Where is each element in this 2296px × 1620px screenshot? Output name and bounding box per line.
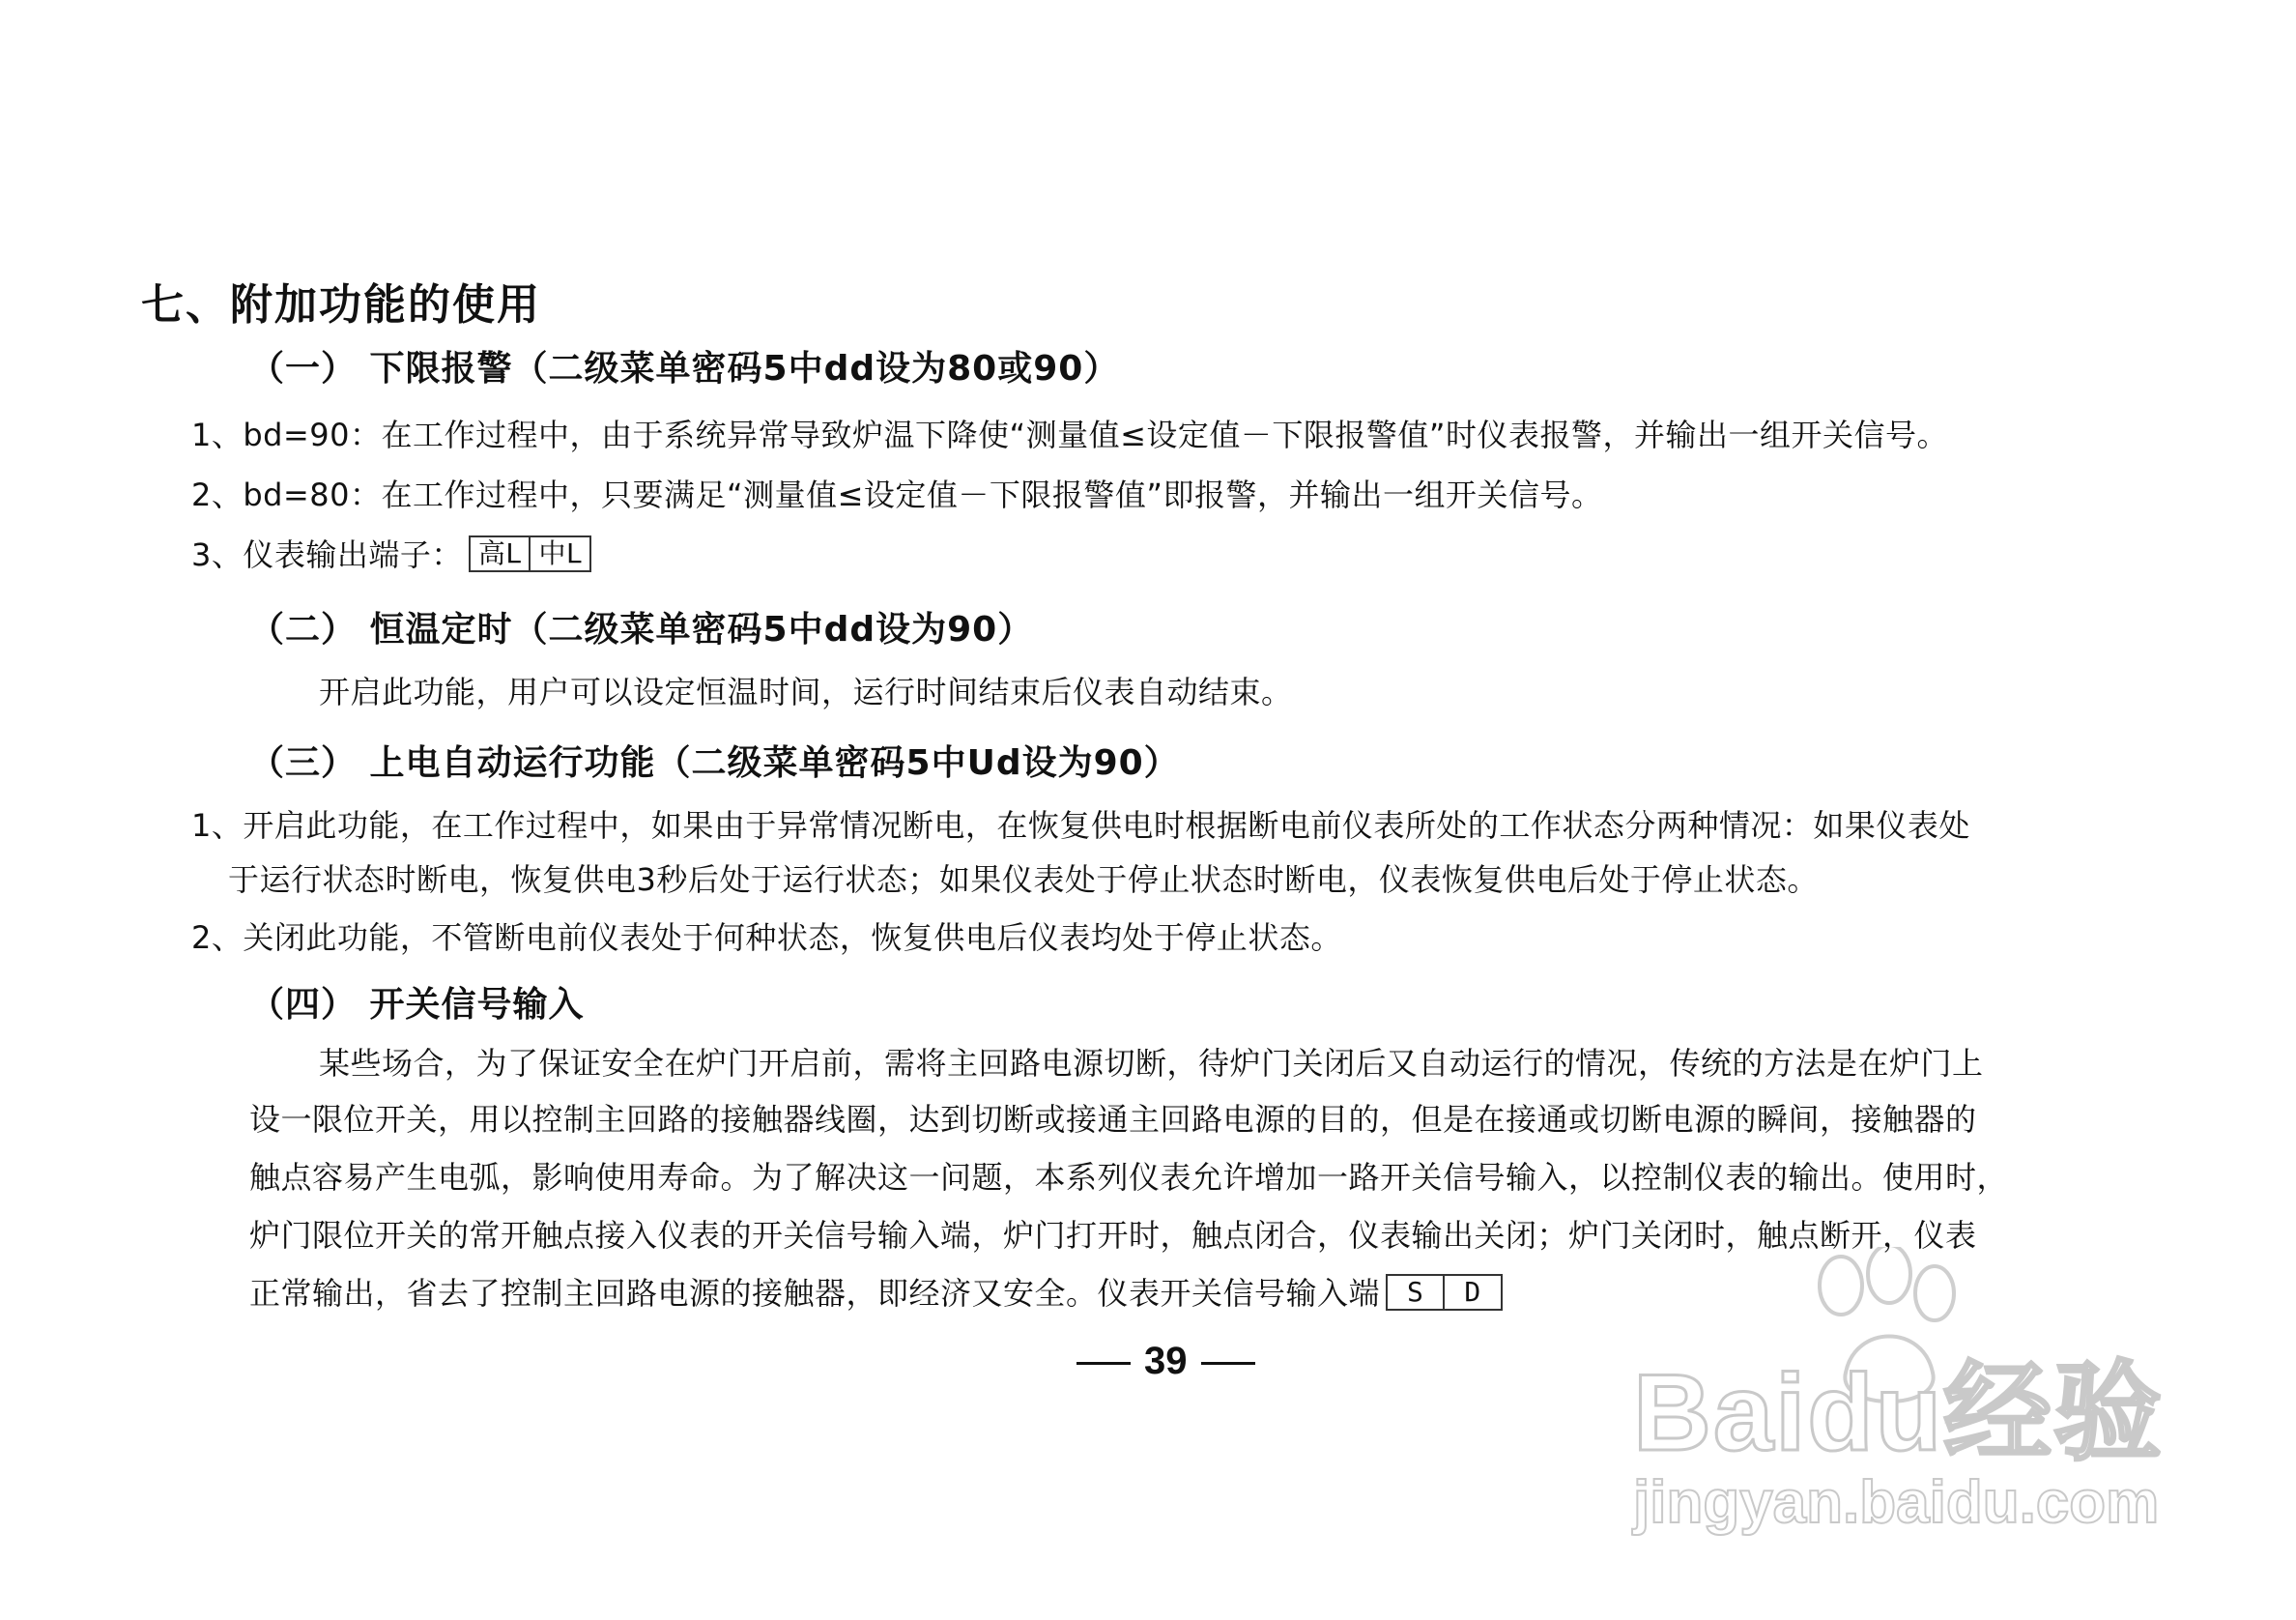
dash-left — [1076, 1362, 1131, 1365]
terminal-label: S — [1388, 1276, 1445, 1309]
section-heading-4: （四） 开关信号输入 — [249, 985, 585, 1025]
page-title: 七、附加功能的使用 — [141, 280, 541, 330]
section-heading-2: （二） 恒温定时（二级菜单密码5中dd设为90） — [249, 610, 1034, 650]
section-4-line-2: 设一限位开关，用以控制主回路的接触器线圈，达到切断或接通主回路电源的目的，但是在接通或切断电源的瞬间，接触器的 — [249, 1101, 1977, 1138]
page-number-value: 39 — [1144, 1340, 1188, 1382]
watermark-url: jingyan.baidu.com — [1633, 1469, 2160, 1536]
terminal-label: D — [1464, 1276, 1481, 1308]
section-4-line-1: 某些场合，为了保证安全在炉门开启前，需将主回路电源切断，待炉门关闭后又自动运行的情况，传统的方法是在炉门上 — [319, 1045, 1984, 1082]
section-heading-3: （三） 上电自动运行功能（二级菜单密码5中Ud设为90） — [249, 743, 1180, 783]
section-4-line-5 — [249, 1272, 1503, 1315]
section-4-line-3: 触点容易产生电弧，影响使用寿命。为了解决这一问题，本系列仪表允许增加一路开关信号输入，以控制仪表的输出。使用时， — [249, 1159, 2009, 1196]
input-terminal-box — [1386, 1274, 1503, 1311]
section-heading-1: （一） 下限报警（二级菜单密码5中dd设为80或90） — [249, 349, 1120, 389]
page-number — [1063, 1337, 1269, 1385]
section-4-line-5-text: 正常输出，省去了控制主回路电源的接触器，即经济又安全。仪表开关信号输入端 — [249, 1275, 1381, 1312]
baidu-watermark-logo: Baidu经验 — [1633, 1352, 2165, 1473]
dash-right — [1201, 1362, 1255, 1365]
section-1-line-3 — [191, 534, 591, 576]
terminal-label: 中L — [538, 537, 583, 569]
section-1-line-2: 2、bd=80：在工作过程中，只要满足“测量值≤设定值－下限报警值”即报警，并输出一组开关信号。 — [191, 477, 1603, 513]
section-3-line-2: 于运行状态时断电，恢复供电3秒后处于运行状态；如果仪表处于停止状态时断电，仪表恢复供电后处于停止状态。 — [228, 861, 1819, 898]
section-4-line-4: 炉门限位开关的常开触点接入仪表的开关信号输入端，炉门打开时，触点闭合，仪表输出关闭；炉门关闭时，触点断开，仪表 — [249, 1217, 1977, 1254]
section-3-line-3: 2、关闭此功能，不管断电前仪表处于何种状态，恢复供电后仪表均处于停止状态。 — [191, 919, 1342, 956]
section-1-line-3-text: 3、仪表输出端子： — [191, 536, 463, 573]
terminal-label: 高L — [471, 537, 531, 570]
section-2-line-1: 开启此功能，用户可以设定恒温时间，运行时间结束后仪表自动结束。 — [319, 674, 1293, 710]
section-1-line-1: 1、bd=90：在工作过程中，由于系统异常导致炉温下降使“测量值≤设定值－下限报警值”时仪表报警，并输出一组开关信号。 — [191, 417, 1948, 453]
output-terminal-box — [469, 535, 591, 572]
section-3-line-1: 1、开启此功能，在工作过程中，如果由于异常情况断电，在恢复供电时根据断电前仪表所处的工作状态分两种情况：如果仪表处 — [191, 807, 1970, 844]
